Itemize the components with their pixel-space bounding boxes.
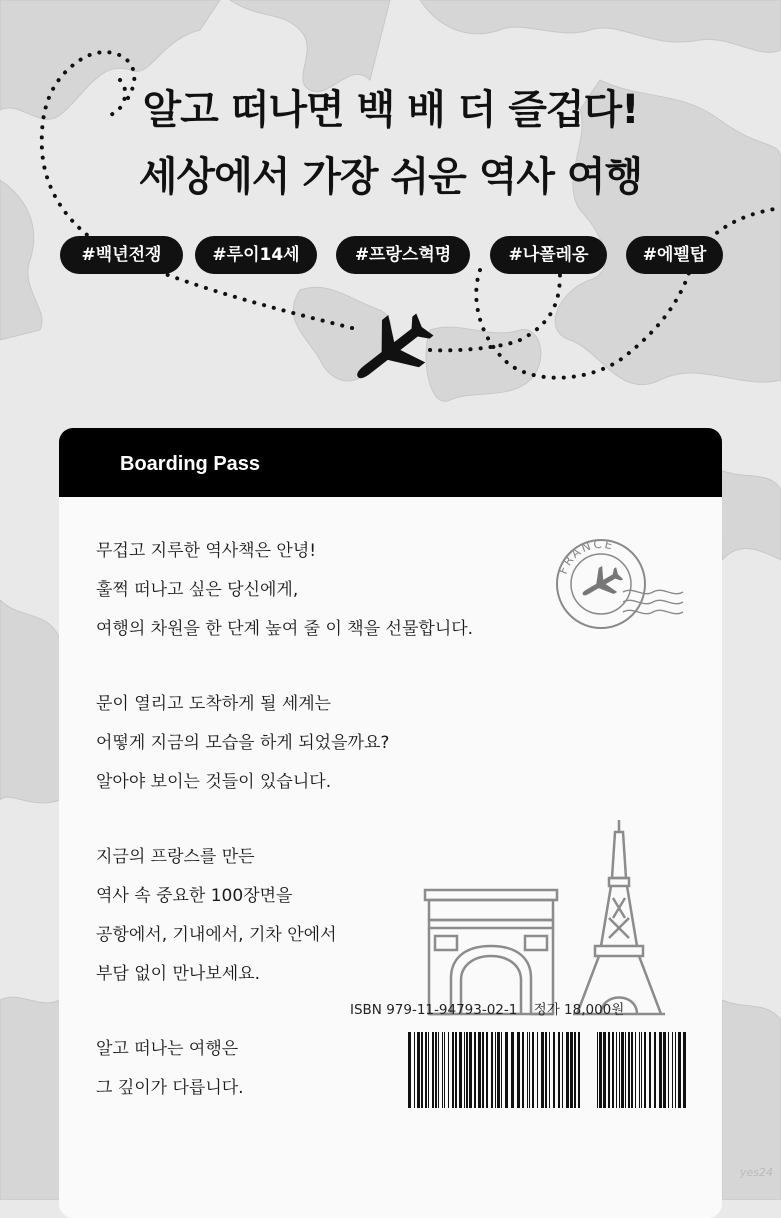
- isbn-number: ISBN 979-11-94793-02-1: [350, 1002, 518, 1018]
- hashtag-napoleon: #나폴레옹: [490, 236, 607, 274]
- paragraph-1-line-3: 여행의 차원을 한 단계 높여 줄 이 책을 선물합니다.: [96, 619, 474, 639]
- paragraph-2-line-2: 어떻게 지금의 모습을 하게 되었을까요?: [96, 733, 390, 753]
- paragraph-3-line-4: 부담 없이 만나보세요.: [96, 964, 261, 984]
- headline-line-2: 세상에서 가장 쉬운 역사 여행: [138, 154, 643, 200]
- hashtag-louis-xiv: #루이14세: [195, 236, 317, 274]
- hashtag-hundred-years-war: #백년전쟁: [60, 236, 183, 274]
- stamp-label: FRANCE: [555, 536, 616, 577]
- paragraph-3-line-2: 역사 속 중요한 100장면을: [96, 886, 293, 906]
- paragraph-3-line-3: 공항에서, 기내에서, 기차 안에서: [96, 925, 337, 945]
- paragraph-1-line-2: 훌쩍 떠나고 싶은 당신에게,: [96, 580, 299, 600]
- eiffel-tower-icon: [571, 818, 667, 1018]
- barcode: [408, 1032, 580, 1108]
- airplane-icon: [345, 312, 437, 390]
- boarding-pass-card: [59, 428, 722, 1218]
- hashtag-eiffel-tower: #에펠탑: [626, 236, 723, 274]
- barcode-addon: [597, 1032, 687, 1108]
- paragraph-4-line-1: 알고 떠나는 여행은: [96, 1039, 239, 1059]
- paragraph-2-line-1: 문이 열리고 도착하게 될 세계는: [96, 694, 332, 714]
- hashtag-french-revolution: #프랑스혁명: [336, 236, 470, 274]
- paragraph-3-line-1: 지금의 프랑스를 만든: [96, 847, 255, 867]
- watermark-logo: yes24: [740, 1166, 774, 1179]
- paragraph-4-line-2: 그 깊이가 다릅니다.: [96, 1078, 244, 1098]
- paragraph-2-line-3: 알아야 보이는 것들이 있습니다.: [96, 772, 332, 792]
- boarding-pass-header: Boarding Pass: [59, 428, 722, 497]
- headline-line-1: 알고 떠나면 백 배 더 즐겁다!: [142, 87, 639, 133]
- france-stamp-icon: [551, 532, 686, 632]
- price-label: 정가 18,000원: [533, 1002, 625, 1018]
- svg-text:FRANCE: [556, 537, 616, 576]
- paragraph-1-line-1: 무겁고 지루한 역사책은 안녕!: [96, 541, 317, 561]
- isbn-price-line: [350, 998, 640, 1018]
